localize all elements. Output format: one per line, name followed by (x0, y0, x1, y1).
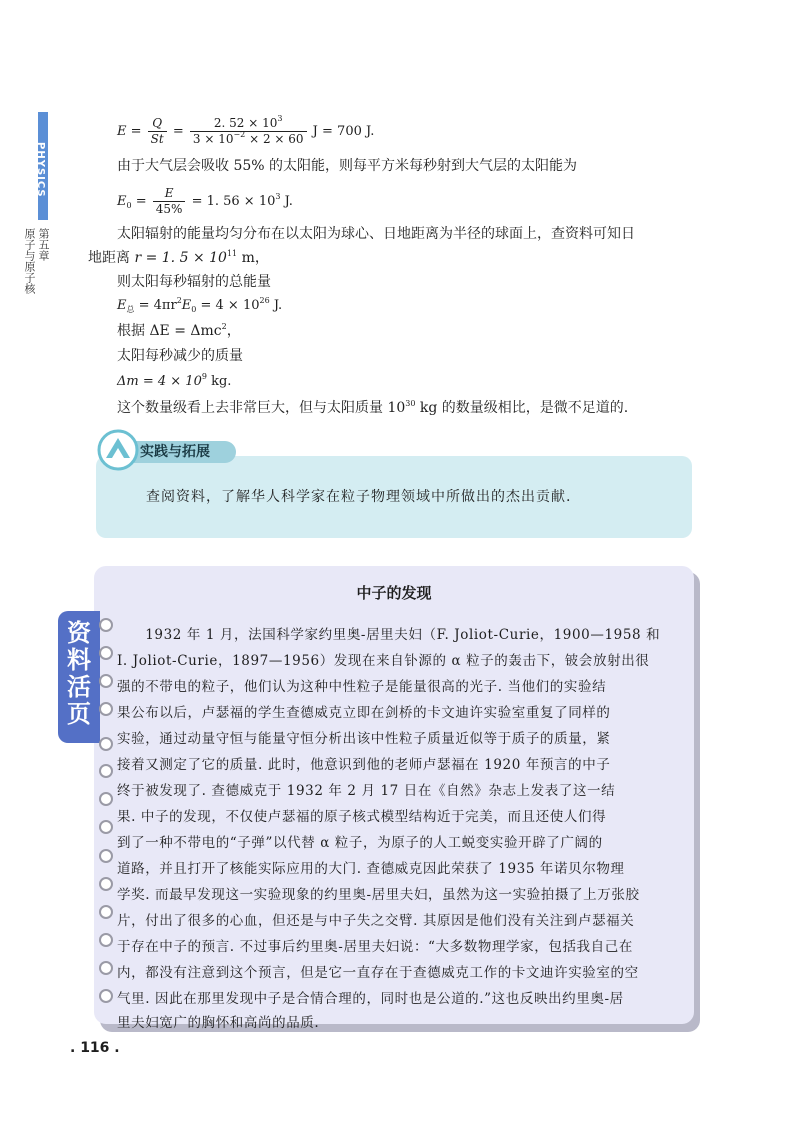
binder-ring-icon (99, 702, 113, 716)
info-card-title: 中子的发现 (356, 584, 432, 602)
card-line: 接着又测定了它的质量. 此时，他意识到他的老师卢瑟福在 1920 年预言的中子 (117, 757, 611, 773)
binder-ring-icon (99, 933, 113, 947)
binder-ring-icon (99, 849, 113, 863)
card-line: I. Joliot-Curie，1897—1956）发现在来自钋源的 α 粒子的轰击下，铍会放射出很 (117, 653, 650, 669)
chapter-label (23, 228, 50, 294)
paragraph-mass-energy: 根据 ΔE = Δmc$^2$， (117, 322, 241, 339)
page-number: . 116 . (70, 1040, 120, 1056)
card-line: 实验，通过动量守恒与能量守恒分析出该中性粒子质量近似等于质子的质量，紧 (117, 731, 611, 747)
practice-text: 查阅资料，了解华人科学家在粒子物理领域中所做出的杰出贡献. (146, 489, 572, 505)
card-line: 于存在中子的预言. 不过事后约里奥-居里夫妇说：“大多数物理学家，包括我自己在 (117, 939, 633, 955)
paragraph-total-energy: 则太阳每秒辐射的总能量 (117, 274, 271, 290)
binder-ring-icon (99, 674, 113, 688)
binder-ring-icon (99, 646, 113, 660)
card-line: 终于被发现了. 查德威克于 1932 年 2 月 17 日在《自然》杂志上发表了这一结 (117, 783, 616, 799)
card-line: 果公布以后，卢瑟福的学生查德威克立即在剑桥的卡文迪许实验室重复了同样的 (117, 705, 611, 721)
card-line: 到了一种不带电的“子弹”以代替 α 粒子，为原子的人工蜕变实验开辟了广阔的 (117, 835, 603, 851)
binder-ring-icon (99, 618, 113, 632)
binder-ring-icon (99, 877, 113, 891)
paragraph-radiation: 太阳辐射的能量均匀分布在以太阳为球心、日地距离为半径的球面上，查资料可知日 (117, 226, 635, 242)
binder-ring-icon (99, 961, 113, 975)
binder-ring-icon (99, 737, 113, 751)
frac-num: Q (148, 116, 167, 132)
card-line: 道路，并且打开了核能实际应用的大门. 查德威克因此荣获了 1935 年诺贝尔物理 (117, 861, 625, 877)
paragraph-distance: 地距离 r = 1. $5 \times 10^{11}$ m， (88, 249, 269, 266)
card-line: 片，付出了很多的心血，但还是与中子失之交臂. 其原因是他们没有关注到卢瑟福关 (117, 913, 635, 929)
practice-title: 实践与拓展 (134, 441, 236, 463)
info-card-tab-label: 资 料 活 页 (67, 619, 91, 728)
fraction-e-45: $\frac{E}{45\%}$ (153, 186, 186, 217)
subject-label: PHYSICS (35, 142, 46, 198)
paragraph-conclusion: 这个数量级看上去非常巨大，但与太阳质量 $10^{30}$ kg 的数量级相比，是微不足道的. (117, 399, 629, 416)
binder-ring-icon (99, 764, 113, 778)
frac-den: St (150, 132, 164, 146)
card-line: 强的不带电的粒子，他们认为这种中性粒子是能量很高的光子. 当他们的实验结 (117, 679, 607, 695)
practice-icon (96, 428, 140, 472)
paragraph-mass-loss: 太阳每秒减少的质量 (117, 348, 243, 364)
equation-e0: $E_0$ = $\frac{E}{45\%}$ = 1. $56 \times 10^3$ J. (117, 186, 293, 216)
binder-ring-icon (99, 989, 113, 1003)
fraction-values (190, 116, 307, 147)
binder-ring-icon (99, 820, 113, 834)
eq-lhs: E = (117, 124, 142, 139)
chapter-number: 第五章 (37, 228, 50, 261)
binder-ring-icon (99, 905, 113, 919)
frac-num-values: 2. $52 \times 10^3$ (190, 116, 307, 132)
card-line: 气里. 因此在那里发现中子是合情合理的，同时也是公道的.”这也反映出约里奥-居 (117, 991, 624, 1007)
card-line: 果. 中子的发现，不仅使卢瑟福的原子核式模型结构近于完美，而且还使人们得 (117, 809, 607, 825)
paragraph-absorb: 由于大气层会吸收 55% 的太阳能，则每平方米每秒射到大气层的太阳能为 (117, 158, 578, 174)
chapter-title: 原子与原子核 (23, 228, 36, 294)
equation-total: $E_总 = 4\pi r^2E_0 = 4 \times 10^{26}$ J. (117, 296, 283, 314)
frac-den-values: $3 \times 10^{-2} \times 2 \times 60$ (192, 130, 304, 146)
binder-ring-icon (99, 792, 113, 806)
card-line: 内，都没有注意到这个预言，但是它一直存在于查德威克工作的卡文迪许实验室的空 (117, 965, 639, 981)
equation-mass: $\Delta m = 4 \times 10^9$ kg. (117, 372, 232, 389)
card-line: 学奖. 而最早发现这一实验现象的约里奥-居里夫妇，虽然为这一实验拍摄了上万张胶 (117, 887, 640, 903)
equation-power: E = $\frac{Q}{St}$ = $\frac{2. 52 \times 10^3}{3 \times 10^{-2} \times 2 \times 60}$ J = 700 J. (117, 114, 375, 146)
fraction-q-st (148, 116, 167, 147)
card-line: 里夫妇宽广的胸怀和高尚的品质. (117, 1015, 320, 1031)
eq-result: J = 700 J. (308, 124, 375, 139)
card-line: 1932 年 1 月，法国科学家约里奥-居里夫妇（F. Joliot-Curie，1900—1958 和 (117, 627, 661, 643)
